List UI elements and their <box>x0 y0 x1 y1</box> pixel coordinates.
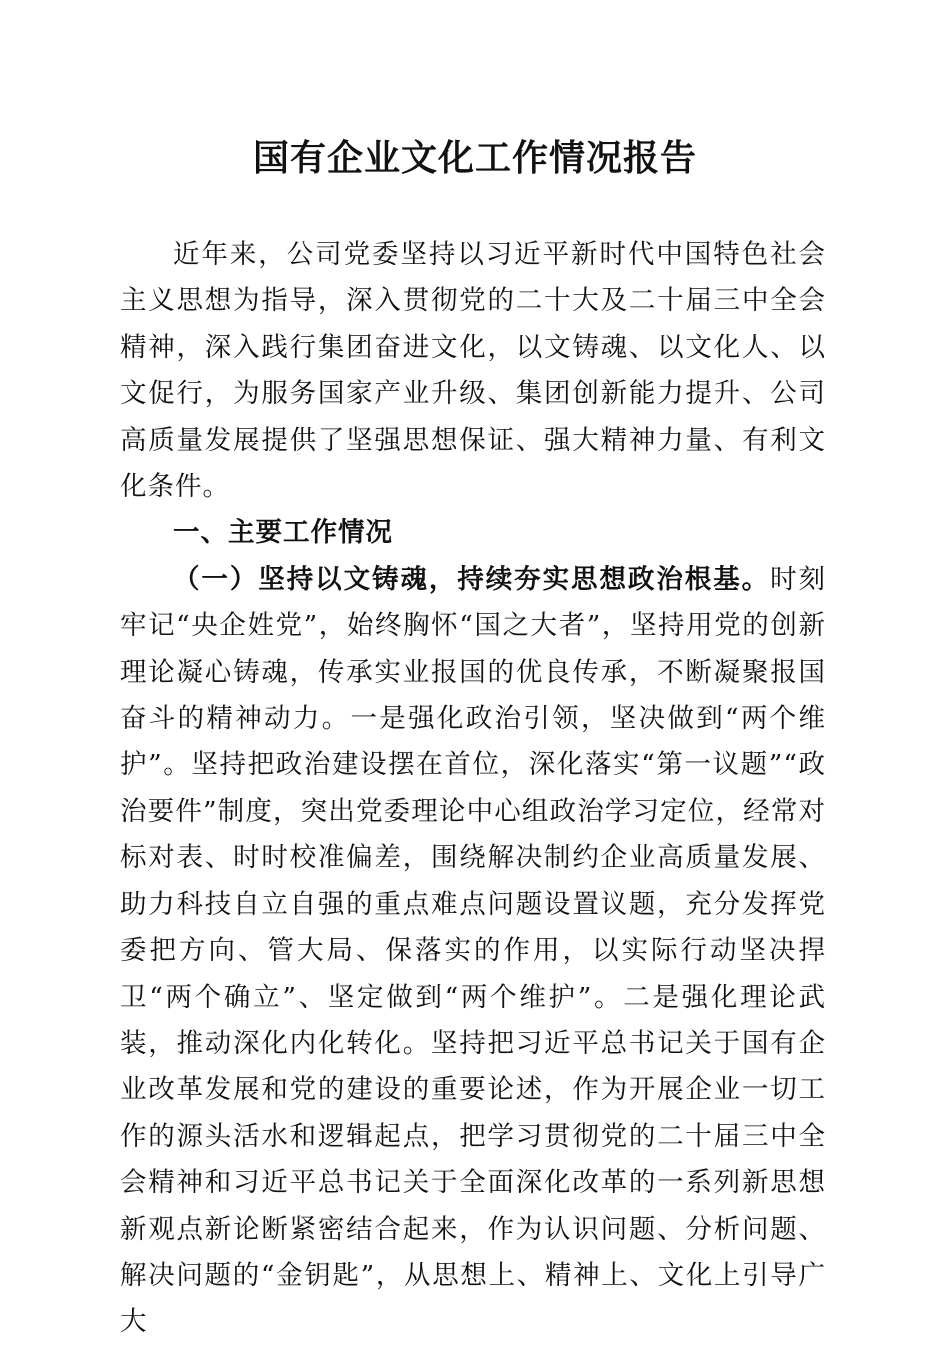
intro-paragraph: 近年来，公司党委坚持以习近平新时代中国特色社会主义思想为指导，深入贯彻党的二十大及二十届三中全会精神，深入践行集团奋进文化，以文铸魂、以文化人、以文促行，为服务国家产业升级、集团创新能力提升、公司高质量发展提供了坚强思想保证、强大精神力量、有利文化条件。 <box>120 239 826 503</box>
document-body <box>120 232 826 1346</box>
subsection-body: 时刻牢记“央企姓党”，始终胸怀“国之大者”，坚持用党的创新理论凝心铸魂，传承实业报国的优良传承，不断凝聚报国奋斗的精神动力。一是强化政治引领，坚决做到“两个维护”。坚持把政治建设摆在首位，深化落实“第一议题”“政治要件”制度，突出党委理论中心组政治学习定位，经常对标对表、时时校准偏差，围绕解决制约企业高质量发展、助力科技自立自强的重点难点问题设置议题，充分发挥党委把方向、管大局、保落实的作用，以实际行动坚决捍卫“两个确立”、坚定做到“两个维护”。二是强化理论武装，推动深化内化转化。坚持把习近平总书记关于国有企业改革发展和党的建设的重要论述，作为开展企业一切工作的源头活水和逻辑起点，把学习贯彻党的二十届三中全会精神和习近平总书记关于全面深化改革的一系列新思想新观点新论断紧密结合起来，作为认识问题、分析问题、解决问题的“金钥匙”，从思想上、精神上、文化上引导广大 <box>120 563 827 1338</box>
subsection-paragraph <box>120 557 826 1346</box>
subsection-lead: （一）坚持以文铸魂，持续夯实思想政治根基。 <box>173 563 771 595</box>
section-heading: 一、主要工作情况 <box>173 517 393 549</box>
document-title: 国有企业文化工作情况报告 <box>252 137 697 179</box>
